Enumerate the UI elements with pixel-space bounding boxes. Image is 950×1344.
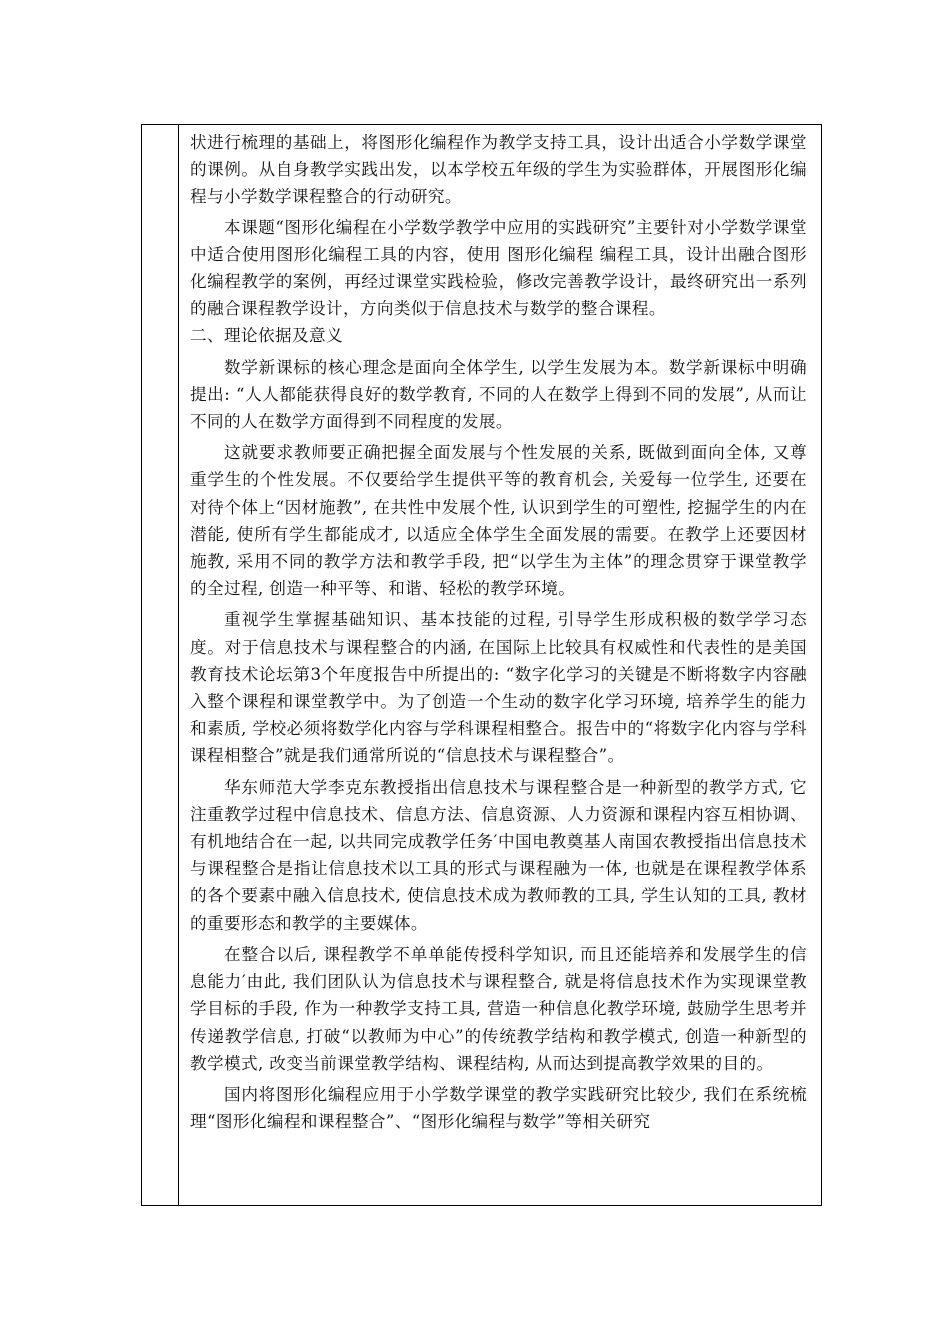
content-cell (179, 125, 821, 1205)
body-paragraph-4: 华东师范大学李克东教授指出信息技术与课程整合是一种新型的教学方式, 它注重教学过程中信息技术、信息方法、信息资源、人力资源和课程内容互相协调、有机地结合在一起, 以共同完成教学任务′中国电教奠基人南国农教授指出信息技术与课程整合是指让信息技术以工具的形式与课程融为一体, 也就是在课程教学体系的各个要素中融入信息技术, 使信息技术成为教师教的工具, 学生认知的工具, 教材的重要形态和教学的主要媒体。 (190, 777, 807, 933)
body-paragraph-5: 在整合以后, 课程教学不单单能传授科学知识, 而且还能培养和发展学生的信息能力′由此, 我们团队认为信息技术与课程整合, 就是将信息技术作为实现课堂教学目标的手段, 作为一种教学支持工具, 营造一种信息化教学环境, 鼓励学生思考并传递教学信息, 打破“以教师为中心”的传统教学结构和教学模式, 创造一种新型的教学模式, 改变当前课堂教学结构、课程结构, 从而达到提高教学效果的目的。 (190, 944, 807, 1073)
label-column (142, 125, 179, 1205)
intro-paragraph-2: 本课题“图形化编程在小学数学教学中应用的实践研究”主要针对小学数学课堂中适合使用图形化编程工具的内容，使用 图形化编程 编程工具，设计出融合图形化编程教学的案例，再经过课堂实践检验，修改完善教学设计，最终研究出一系列的融合课程教学设计，方向类似于信息技术与数学的整合课程。 (190, 217, 807, 319)
intro-paragraph-1: 状进行梳理的基础上，将图形化编程作为教学支持工具，设计出适合小学数学课堂的课例。从自身教学实践出发，以本学校五年级的学生为实验群体，开展图形化编程与小学数学课程整合的行动研究。 (190, 133, 807, 207)
body-paragraph-6: 国内将图形化编程应用于小学数学课堂的教学实践研究比较少, 我们在系统梳理“图形化编程和课程整合”、“图形化编程与数学”等相关研究 (190, 1084, 807, 1132)
section-heading: 二、理论依据及意义 (190, 326, 343, 346)
body-paragraph-2: 这就要求教师要正确把握全面发展与个性发展的关系, 既做到面向全体, 又尊重学生的个性发展。不仅要给学生提供平等的教育机会, 关爱每一位学生, 还要在对待个体上“因材施教”, 在共性中发展个性, 认识到学生的可塑性, 挖掘学生的内在潜能, 使所有学生都能成才, 以适应全体学生全面发展的需要。在教学上还要因材施教, 采用不同的教学方法和教学手段, 把“以学生为主体”的理念贯穿于课堂教学的全过程, 创造一种平等、和谐、轻松的教学环境。 (190, 443, 807, 599)
body-paragraph-1: 数学新课标的核心理念是面向全体学生, 以学生发展为本。数学新课标中明确提出: “人人都能获得良好的数学教育, 不同的人在数学上得到不同的发展”, 从而让不同的人在数学方面得到不同程度的发展。 (190, 357, 807, 432)
body-paragraph-3: 重视学生掌握基础知识、基本技能的过程, 引导学生形成积极的数学学习态度。对于信息技术与课程整合的内涵, 在国际上比较具有权威性和代表性的是美国教育技术论坛第3个年度报告中所提出的: “数字化学习的关键是不断将数字内容融入整个课程和课堂教学中。为了创造一个生动的数字化学习环境, 培养学生的能力和素质, 学校必须将数学化内容与学科课程相整合。报告中的“将数字化内容与学科课程相整合”就是我们通常所说的“信息技术与课程整合”。 (190, 610, 807, 766)
content-table (141, 124, 822, 1206)
